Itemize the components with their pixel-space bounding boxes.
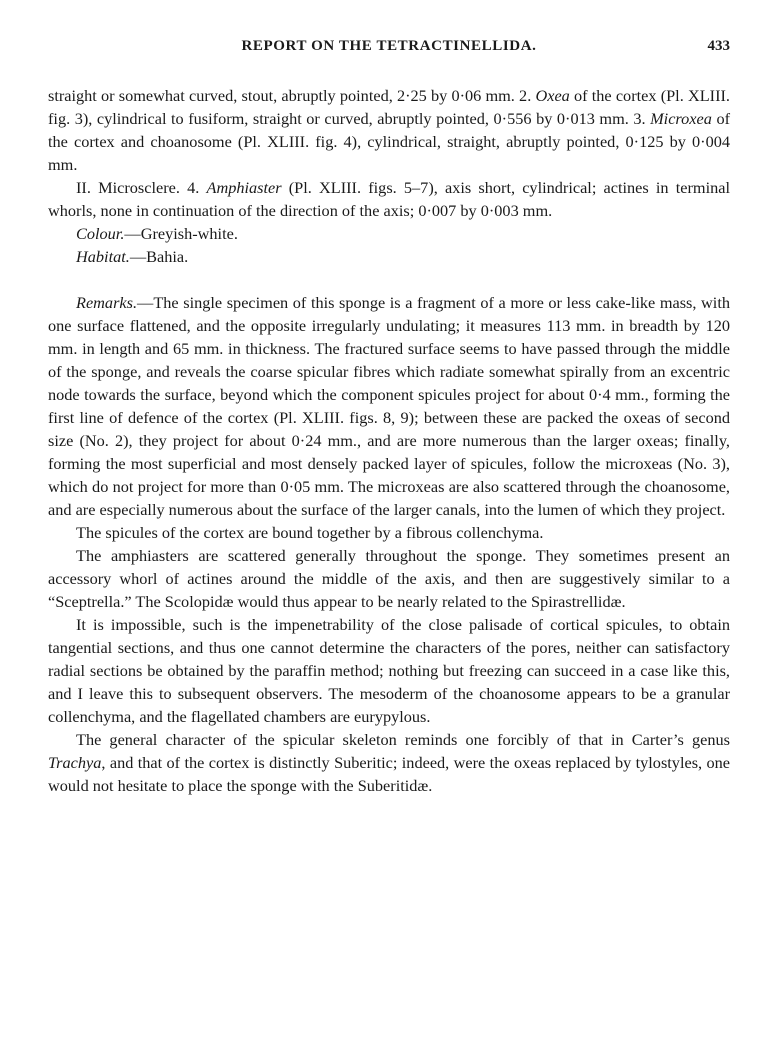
colour-label: Colour. xyxy=(76,224,125,243)
page-number: 433 xyxy=(707,38,730,54)
running-title: REPORT ON THE TETRACTINELLIDA. xyxy=(241,38,537,54)
habitat-label: Habitat. xyxy=(76,247,130,266)
remarks-label: Remarks. xyxy=(76,293,138,312)
remarks-paragraph-5 xyxy=(48,728,730,797)
remarks-paragraph-4: It is impossible, such is the impenetrability of the close palisade of cortical spicules, to obtain tangential sections, and thus one cannot determine the characters of the pores, neither can satisfactory radial sections be obtained by the paraffin method; nothing but freezing can succeed in a case like this, and I leave this to subsequent observers. The mesoderm of the choanosome appears to be a granular collenchyma, and the flagellated chambers are eurypylous. xyxy=(48,615,730,726)
spicule-description xyxy=(48,84,730,176)
running-header xyxy=(48,38,730,62)
habitat-value: —Bahia. xyxy=(129,247,189,266)
microsclere-description xyxy=(48,176,730,222)
microxea-name: Microxea xyxy=(650,109,712,128)
page xyxy=(48,38,730,797)
amphiaster-text: (Pl. XLIII. figs. 5–7), axis short, cylindrical; actines in terminal whorls, none in continuation of the direction of the axis; 0·007 by 0·003 mm. xyxy=(48,178,731,220)
genus-trachya: Trachya xyxy=(48,753,102,772)
remarks-paragraph-3: The amphiasters are scattered generally throughout the sponge. They sometimes present an accessory whorl of actines around the middle of the axis, and then are suggestively similar to a “Sceptrella.” The Scolopidæ would thus appear to be nearly related to the Spirastrellidæ. xyxy=(48,546,730,611)
microsclere-lead: II. Microsclere. 4. xyxy=(76,178,200,197)
oxea-name: Oxea xyxy=(535,86,570,105)
habitat-line xyxy=(48,245,730,268)
colour-value: —Greyish-white. xyxy=(124,224,238,243)
remarks-text-1: —The single specimen of this sponge is a fragment of a more or less cake-like mass, with one surface flattened, and the opposite irregularly undulating; it measures 113 mm. in breadth by 120 mm. in length and 65 mm. in thickness. The fractured surface seems to have passed through the middle of the sponge, and reveals the coarse spicular fibres which radiate somewhat spirally from an excentric node towards the surface, beyond which the component spicules project for about 0·4 mm., forming the first line of defence of the cortex (Pl. XLIII. figs. 8, 9); between these are packed the oxeas of second size (No. 2), they project for about 0·24 mm., and are more numerous than the larger oxeas; finally, forming the most superficial and most densely packed layer of spicules, follow the microxeas (No. 3), which do not project for more than 0·05 mm. The microxeas are also scattered through the choanosome, and are especially numerous about the surface of the larger canals, into the lumen of which they project. xyxy=(48,293,730,519)
colour-line xyxy=(48,222,730,245)
amphiaster-name: Amphiaster xyxy=(206,178,282,197)
remarks-text-5b: , and that of the cortex is distinctly Suberitic; indeed, were the oxeas replaced by tylostyles, one would not hesitate to place the sponge with the Suberitidæ. xyxy=(48,753,730,795)
body-text xyxy=(48,84,730,797)
remarks-text-5a: The general character of the spicular skeleton reminds one forcibly of that in Carter’s genus xyxy=(76,730,730,749)
remarks-paragraph-1 xyxy=(48,291,730,521)
remarks-paragraph-2: The spicules of the cortex are bound together by a fibrous collenchyma. xyxy=(76,523,544,542)
spicule-continuation: straight or somewhat curved, stout, abruptly pointed, 2·25 by 0·06 mm. 2. xyxy=(48,86,532,105)
microxea-text: of the cortex and choanosome (Pl. XLIII. fig. 4), cylindrical, straight, abruptly pointed, 0·125 by 0·004 mm. xyxy=(48,109,730,174)
oxea-text: of the cortex (Pl. XLIII. fig. 3), cylindrical to fusiform, straight or curved, abruptly pointed, 0·556 by 0·013 mm. 3. xyxy=(48,86,730,128)
section-gap xyxy=(48,268,730,291)
